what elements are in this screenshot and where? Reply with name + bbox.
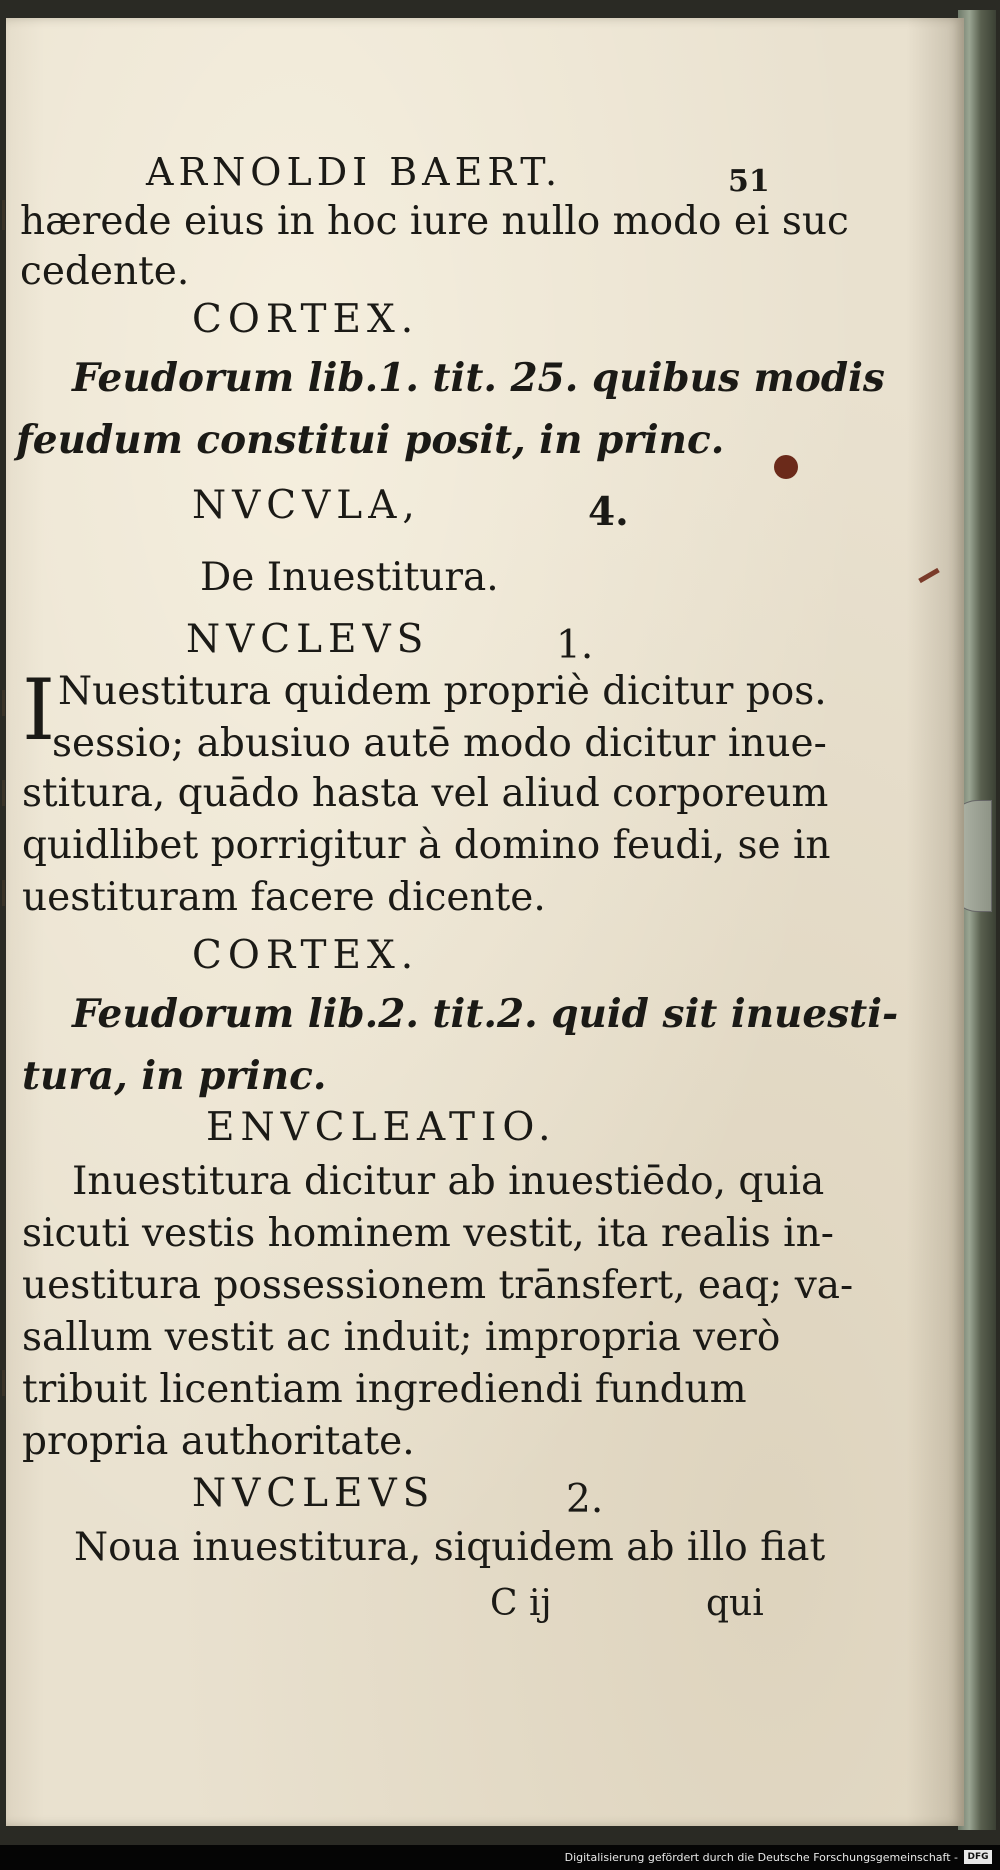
- text-line: sessio; abusiuo autē modo dicitur inue-: [52, 721, 827, 766]
- text-line: tribuit licentiam ingrediendi fundum: [22, 1367, 747, 1412]
- margin-mark: [2, 200, 5, 230]
- page-number: 51: [728, 164, 770, 199]
- dfg-logo: DFG: [964, 1850, 992, 1864]
- text-line: uestituram facere dicente.: [22, 875, 546, 920]
- text-line: sicuti vestis hominem vestit, ita realis in-: [22, 1211, 834, 1256]
- section-heading-nucleus: NVCLEVS: [186, 617, 430, 662]
- margin-mark: [2, 880, 5, 906]
- text-line: Inuestitura dicitur ab inuestiēdo, quia: [72, 1159, 825, 1204]
- citation-line: Feudorum lib.1. tit. 25. quibus modis: [72, 355, 885, 401]
- ink-stain-mark: [918, 568, 940, 583]
- citation-line: Feudorum lib.2. tit.2. quid sit inuesti-: [72, 991, 899, 1037]
- section-heading-nucula: NVCVLA,: [192, 483, 421, 528]
- text-line: Noua inuestitura, siquidem ab illo fiat: [74, 1525, 826, 1570]
- text-line: cedente.: [20, 249, 190, 294]
- section-heading-cortex: CORTEX.: [192, 933, 420, 978]
- text-line: stitura, quādo hasta vel aliud corporeum: [22, 771, 829, 816]
- signature-mark: C ij: [490, 1583, 552, 1624]
- section-number: 4.: [588, 489, 629, 535]
- footer-bar: [0, 1845, 1000, 1870]
- citation-line: feudum constitui posit, in princ.: [16, 417, 725, 463]
- drop-capital: I: [22, 661, 56, 759]
- ink-stain: [774, 455, 798, 479]
- section-heading-nucleus: NVCLEVS: [192, 1471, 436, 1516]
- text-line: quidlibet porrigitur à domino feudi, se in: [22, 823, 831, 868]
- section-number: 1.: [556, 623, 594, 668]
- margin-mark: [2, 690, 5, 716]
- margin-mark: [2, 1370, 5, 1396]
- text-line: uestitura possessionem trānsfert, eaq; va-: [22, 1263, 854, 1308]
- subheading-de-inuestitura: De Inuestitura.: [200, 555, 499, 600]
- text-line: hærede eius in hoc iure nullo modo ei suc: [20, 199, 849, 244]
- section-heading-cortex: CORTEX.: [192, 297, 420, 342]
- text-line: Nuestitura quidem propriè dicitur pos.: [58, 669, 827, 714]
- citation-line: tura, in princ.: [22, 1053, 327, 1099]
- running-head: ARNOLDI BAERT.: [146, 150, 563, 194]
- margin-mark: [2, 780, 5, 806]
- text-line: sallum vestit ac induit; impropria verò: [22, 1315, 781, 1360]
- section-number: 2.: [566, 1477, 604, 1522]
- footer-credit: Digitalisierung gefördert durch die Deutsche Forschungsgemeinschaft -: [564, 1851, 958, 1864]
- text-line: propria authoritate.: [22, 1419, 415, 1464]
- section-heading-enucleatio: ENVCLEATIO.: [206, 1105, 557, 1150]
- catchword: qui: [706, 1583, 764, 1624]
